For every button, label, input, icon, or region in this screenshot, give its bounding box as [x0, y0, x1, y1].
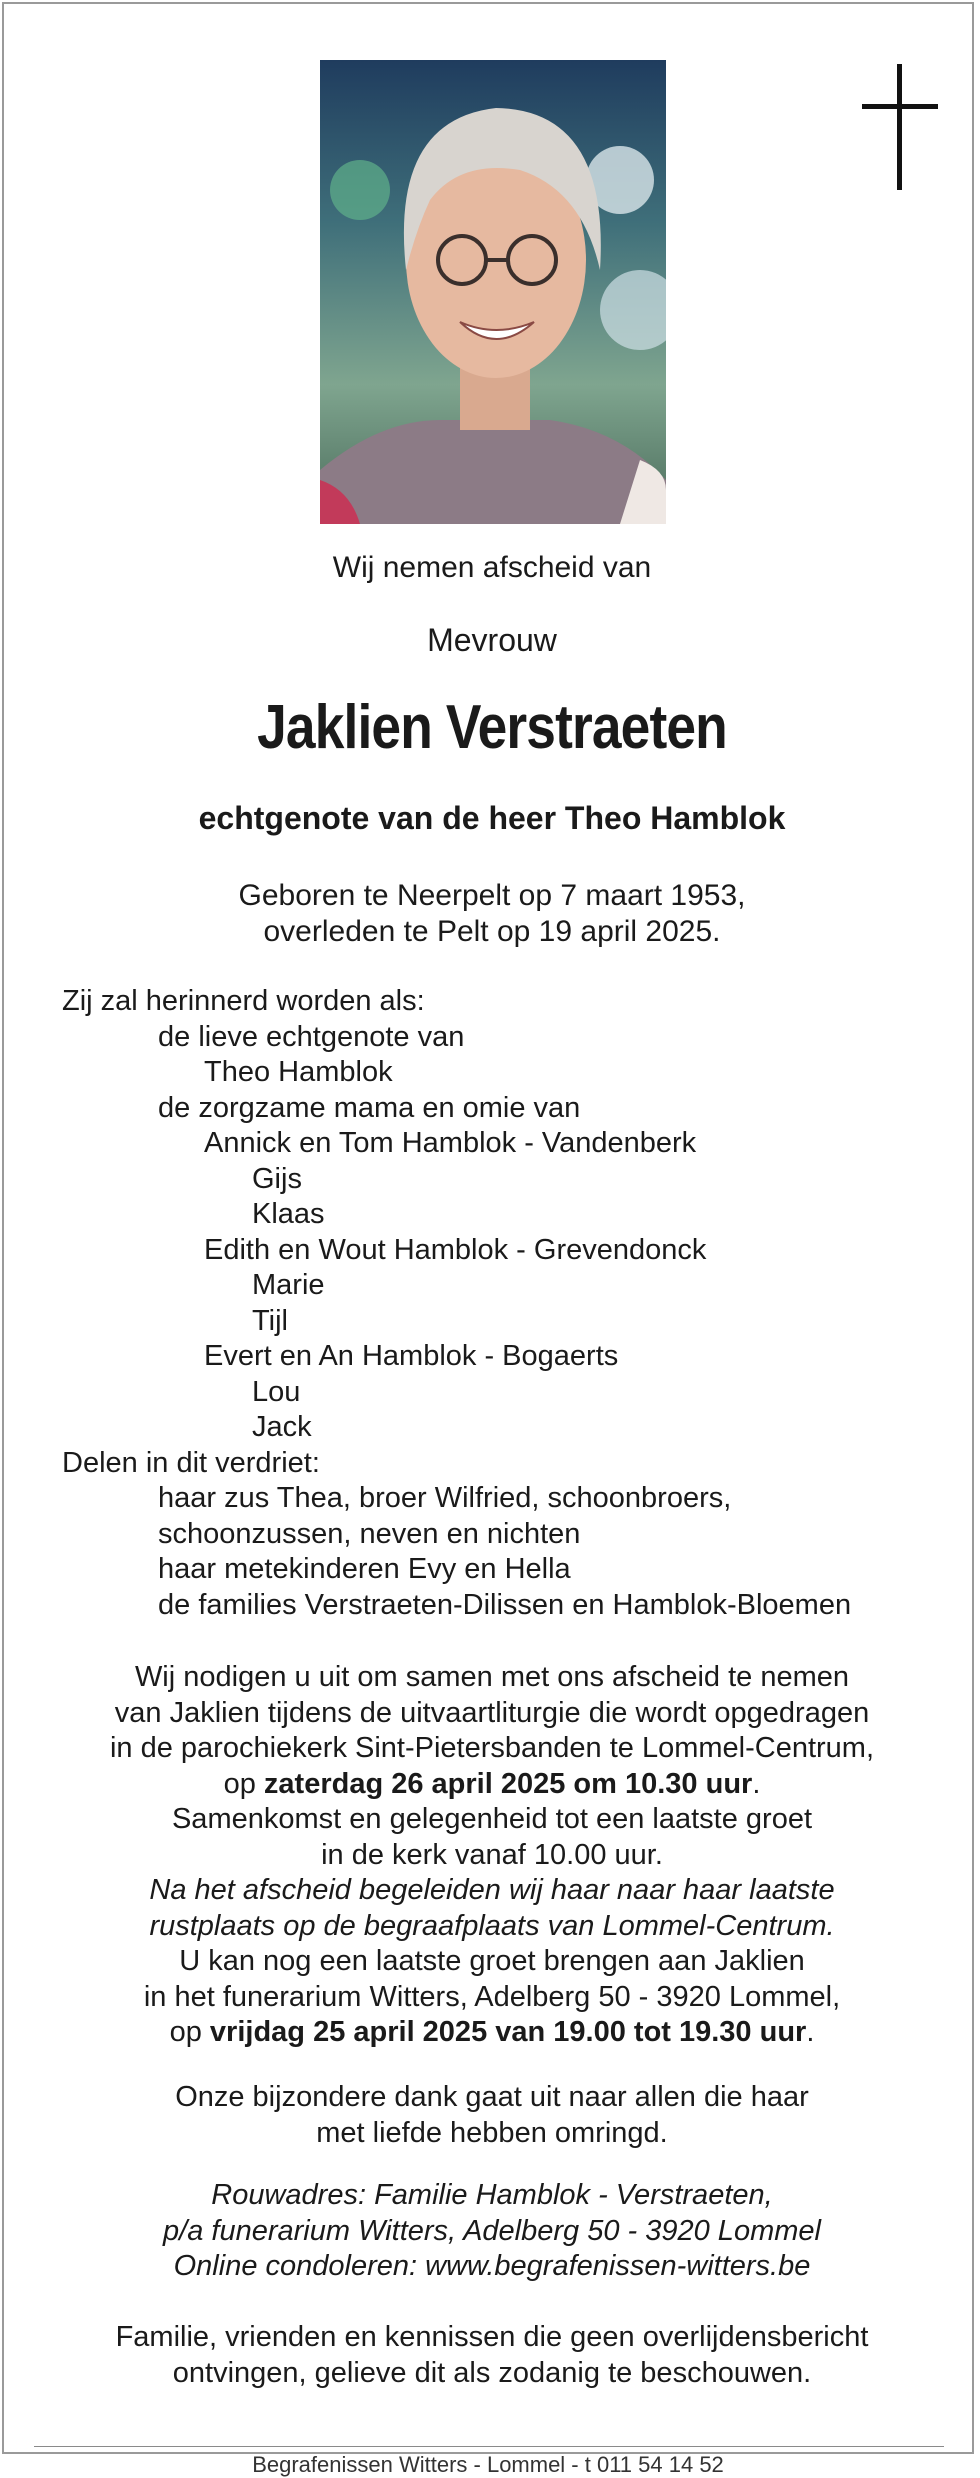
list-item: haar metekinderen Evy en Hella [158, 1553, 571, 1585]
section-heading: Delen in dit verdriet: [62, 1446, 320, 1479]
list-item: schoonzussen, neven en nichten [158, 1517, 581, 1550]
remembered-list [62, 984, 851, 1623]
deceased-name: Jaklien Verstraeten [257, 693, 727, 762]
list-item: Edith en Wout Hamblok - Grevendonck [204, 1233, 707, 1266]
section-heading: Zij zal herinnerd worden als: [62, 985, 425, 1017]
portrait-photo [320, 60, 666, 524]
list-item: Jack [252, 1411, 312, 1443]
invite-line: in de parochiekerk Sint-Pietersbanden te Lommel-Centrum, [109, 1732, 875, 1764]
invite-line: Wij nodigen u uit om samen met ons afscheid te nemen [134, 1661, 850, 1693]
spouse-line: echtgenote van de heer Theo Hamblok [198, 800, 786, 836]
burial-line: Na het afscheid begeleiden wij haar naar haar laatste [149, 1874, 835, 1906]
invite-line: U kan nog een laatste groet brengen aan Jaklien [179, 1945, 805, 1977]
birth-death-text [4, 878, 980, 950]
burial-line: rustplaats op de begraafplaats van Lommel-Centrum. [149, 1909, 835, 1942]
list-item: de families Verstraeten-Dilissen en Hamblok-Bloemen [158, 1588, 852, 1621]
intro-text: Wij nemen afscheid van [332, 551, 652, 584]
list-item: de lieve echtgenote van [158, 1020, 465, 1053]
viewing-date: vrijdag 25 april 2025 van 19.00 tot 19.30 uur [209, 2016, 807, 2048]
invite-line: Samenkomst en gelegenheid tot een laatste groet [171, 1803, 813, 1835]
invite-line: in het funerarium Witters, Adelberg 50 - 3920 Lommel, [143, 1980, 841, 2013]
ceremony-date: zaterdag 26 april 2025 om 10.30 uur [263, 1767, 753, 1800]
list-item: Lou [252, 1375, 301, 1408]
notice-text: Familie, vrienden en kennissen die geen overlijdensbericht ontvingen, gelieve dit als zodanig te beschouwen. [115, 2321, 869, 2389]
list-item: Theo Hamblok [204, 1056, 393, 1088]
viewing-datetime: op vrijdag 25 april 2025 van 19.00 tot 19.30 uur. [169, 2016, 815, 2048]
thanks-text: Onze bijzondere dank gaat uit naar allen die haar met liefde hebben omringd. [175, 2081, 809, 2149]
invite-line: van Jaklien tijdens de uitvaartliturgie die wordt opgedragen [114, 1696, 870, 1729]
birth-line: Geboren te Neerpelt op 7 maart 1953, [238, 879, 746, 912]
invite-line: in de kerk vanaf 10.00 uur. [321, 1838, 663, 1871]
death-line: overleden te Pelt op 19 april 2025. [263, 915, 721, 948]
list-item: Annick en Tom Hamblok - Vandenberk [204, 1127, 697, 1159]
condolence-link: Online condoleren: www.begrafenissen-witters.be [173, 2250, 811, 2282]
ceremony-invitation [4, 1660, 980, 2051]
footer-divider [34, 2446, 944, 2447]
list-item: Marie [252, 1269, 325, 1301]
footer-contact: Begrafenissen Witters - Lommel - t 011 54 14 52 [252, 2452, 724, 2477]
ceremony-datetime: op zaterdag 26 april 2025 om 10.30 uur. [223, 1767, 761, 1800]
list-item: Evert en An Hamblok - Bogaerts [204, 1340, 619, 1372]
list-item: Klaas [252, 1198, 325, 1230]
obituary-card [2, 2, 974, 2454]
honorific: Mevrouw [427, 622, 557, 658]
mourning-address: Rouwadres: Familie Hamblok - Verstraeten, p/a funerarium Witters, Adelberg 50 - 3920 Lommel Online condoleren: www.begrafenissen-witters.be [4, 2178, 980, 2285]
list-item: haar zus Thea, broer Wilfried, schoonbroers, [158, 1482, 732, 1514]
list-item: Gijs [252, 1162, 302, 1195]
list-item: de zorgzame mama en omie van [158, 1091, 581, 1124]
cross-icon [862, 64, 938, 190]
list-item: Tijl [252, 1304, 288, 1337]
